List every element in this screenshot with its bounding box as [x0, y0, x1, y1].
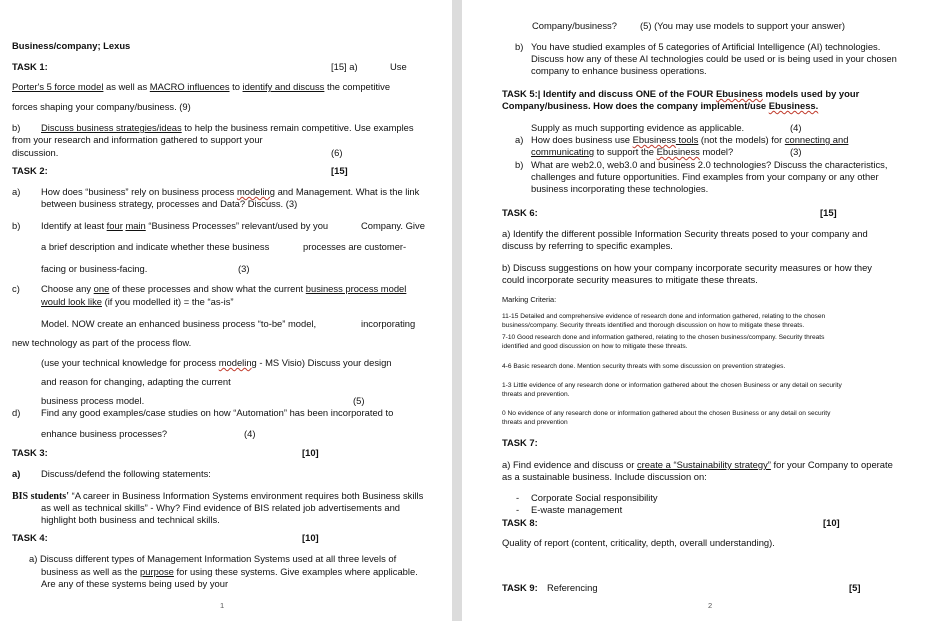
task2-b-line3: facing or business-facing.: [41, 263, 148, 274]
task1-label: TASK 1:: [12, 61, 48, 72]
task7-bullet2: E-waste management: [531, 504, 623, 515]
task2-marks: [15]: [331, 165, 348, 176]
task5-b-line3: business incorporating these technologies.: [531, 183, 709, 194]
task5-b-line2: challenges and future opportunities. Find examples from your company or any other: [531, 171, 879, 182]
task5-line1: TASK 5:| Identify and discuss ONE of the FOUR Ebusiness models used by your: [502, 88, 860, 99]
task4-marks: [10]: [302, 532, 319, 543]
p2-top-line-a: Company/business?: [532, 20, 617, 31]
task1-line1: Porter's 5 force model as well as MACRO influences to identify and discuss the competitive: [12, 81, 391, 92]
task3-label: TASK 3:: [12, 447, 48, 458]
task7-a-line2: as a sustainable business. Include discussion on:: [502, 471, 707, 482]
task4-label: TASK 4:: [12, 532, 48, 543]
task1-line2: forces shaping your company/business. (9): [12, 101, 191, 112]
criteria-4-6: 4-6 Basic research done. Mention security threats with some discussion on prevention strategies.: [502, 363, 786, 370]
task2-b-company: Company. Give: [361, 220, 425, 231]
task8-line: Quality of report (content, criticality, depth, overall understanding).: [502, 537, 775, 548]
marking-criteria-label: Marking Criteria:: [502, 295, 557, 304]
task7-label: TASK 7:: [502, 437, 538, 448]
task4-a-line2: business as well as the purpose for using these systems. Give examples where applicable.: [41, 566, 418, 577]
task1-b-line3: discussion.: [12, 147, 59, 158]
task2-a-line1: How does “business” rely on business process modeling and Management. What is the link: [41, 186, 420, 197]
task4-a-line1: a) Discuss different types of Management Information Systems used at all three levels of: [29, 553, 397, 564]
task8-marks: [10]: [823, 517, 840, 528]
task2-c-line2: would look like (if you modelled it) = the “as-is”: [41, 296, 234, 307]
task2-b-line2a: a brief description and indicate whether these business: [41, 241, 270, 252]
task6-b-line1: b) Discuss suggestions on how your company incorporate security measures or how they: [502, 262, 872, 273]
task5-b-label: b): [515, 159, 524, 170]
criteria-11-15-line1: 11-15 Detailed and comprehensive evidence of research done and information gathered, relating to the chosen: [502, 313, 826, 320]
task5-a-marks: (3): [790, 146, 802, 157]
task2-d-label: d): [12, 407, 21, 418]
task2-b-line2b: processes are customer-: [303, 241, 407, 252]
page-heading: Business/company; Lexus: [12, 40, 131, 51]
task1-b-label: b): [12, 122, 21, 133]
task2-c-line5: (use your technical knowledge for process modeling - MS Visio) Discuss your design: [41, 357, 392, 368]
criteria-0-line1: 0 No evidence of any research done or information gathered about the chosen Business or any detail on security: [502, 410, 831, 417]
document-page-2: [462, 0, 944, 621]
task6-a-line2: discuss by referring to specific examples.: [502, 240, 673, 251]
task2-c-line3b: incorporating: [361, 318, 416, 329]
page-gap: [452, 0, 462, 621]
task3-marks: [10]: [302, 447, 319, 458]
task6-a-line1: a) Identify the different possible Information Security threats posed to your company and: [502, 228, 868, 239]
ai-line3: company to enhance business operations.: [531, 65, 707, 76]
criteria-1-3-line2: threats and prevention.: [502, 391, 570, 398]
task1-b-marks: (6): [331, 147, 343, 158]
task2-label: TASK 2:: [12, 165, 48, 176]
ai-line2: Discuss how any of these AI technologies could be used or is being used in your chosen: [531, 53, 897, 64]
task5-a-line2: communicating to support the Ebusiness model?: [531, 146, 734, 157]
task9-text: Referencing: [547, 582, 598, 593]
criteria-11-15-line2: business/company. Security threats identified and thorough discussion on how to mitigate these threats.: [502, 322, 805, 329]
document-page-1: [0, 0, 452, 621]
task4-a-line3: Are any of these systems being used by your: [41, 578, 229, 589]
task2-b-label: b): [12, 220, 21, 231]
task9-marks: [5]: [849, 582, 861, 593]
task6-label: TASK 6:: [502, 207, 538, 218]
task2-c-line4: new technology as part of the process flow.: [12, 337, 192, 348]
task2-a-label: a): [12, 186, 21, 197]
task2-d-line1: Find any good examples/case studies on how “Automation” has been incorporated to: [41, 407, 394, 418]
task2-c-line3a: Model. NOW create an enhanced business process “to-be” model,: [41, 318, 317, 329]
ai-line1: You have studied examples of 5 categories of Artificial Intelligence (AI) technologies.: [531, 41, 881, 52]
criteria-7-10-line2: identified and good discussion on how to mitigate these threats.: [502, 343, 688, 350]
page-number: 2: [708, 601, 713, 610]
task2-d-marks: (4): [244, 428, 256, 439]
task5-line2: Company/business. How does the company implement/use Ebusiness.: [502, 100, 819, 111]
ai-label: b): [515, 41, 524, 52]
task3-bis-line1: BIS students' “A career in Business Information Systems environment requires both Business skills: [12, 490, 424, 502]
task6-b-line2: could incorporate security measures to mitigate these threats.: [502, 274, 758, 285]
task6-marks: [15]: [820, 207, 837, 218]
task2-a-line2: between business strategy, processes and Data? Discuss. (3): [41, 198, 298, 209]
task5-support-marks: (4): [790, 122, 802, 133]
task2-c-line1: Choose any one of these processes and show what the current business process model: [41, 283, 407, 294]
task3-a-line: Discuss/defend the following statements:: [41, 468, 211, 479]
task5-b-line1: What are web2.0, web3.0 and business 2.0 technologies? Discuss the characteristics,: [531, 159, 888, 170]
task2-c-line6: and reason for changing, adapting the current: [41, 376, 231, 387]
task5-a-label: a): [515, 134, 524, 145]
task3-a-label: a): [12, 468, 21, 479]
criteria-7-10-line1: 7-10 Good research done and information gathered, relating to the chosen business/company. Security threats: [502, 334, 825, 341]
task8-label: TASK 8:: [502, 517, 538, 528]
task1-use: Use: [390, 61, 407, 72]
task3-bis-line3: highlight both business and technical skills.: [41, 514, 220, 525]
p2-top-line-b: (5) (You may use models to support your answer): [640, 20, 845, 31]
task7-bullet1: Corporate Social responsibility: [531, 492, 658, 503]
task7-bullet1-mark: -: [516, 492, 520, 503]
task2-d-line2: enhance business processes?: [41, 428, 168, 439]
page-number: 1: [220, 601, 225, 610]
task3-bis-line2: as well as technical skills” - Why? Find evidence of BIS related job advertisements and: [41, 502, 401, 513]
task7-a-line1: a) Find evidence and discuss or create a “Sustainability strategy” for your Company to operate: [502, 459, 893, 470]
task7-bullet2-mark: -: [516, 504, 520, 515]
task2-b-line1: Identify at least four main “Business Processes” relevant/used by you: [41, 220, 329, 231]
task1-b-line1: Discuss business strategies/ideas to help the business remain competitive. Use examples: [41, 122, 414, 133]
task5-support: Supply as much supporting evidence as applicable.: [531, 122, 745, 133]
criteria-1-3-line1: 1-3 Little evidence of any research done or information gathered about the chosen Business or any detail on security: [502, 382, 842, 389]
task5-a-line1: How does business use Ebusiness tools (not the models) for connecting and: [531, 134, 849, 145]
task1-marks: [15] a): [331, 61, 358, 72]
task9-label: TASK 9:: [502, 582, 538, 593]
task2-c-label: c): [12, 283, 20, 294]
task2-c-line7: business process model.: [41, 395, 145, 406]
criteria-0-line2: threats and prevention: [502, 419, 568, 426]
task2-b-marks: (3): [238, 263, 250, 274]
task1-b-line2: from your research and information gathered to support your: [12, 134, 263, 145]
task2-c-marks: (5): [353, 395, 365, 406]
